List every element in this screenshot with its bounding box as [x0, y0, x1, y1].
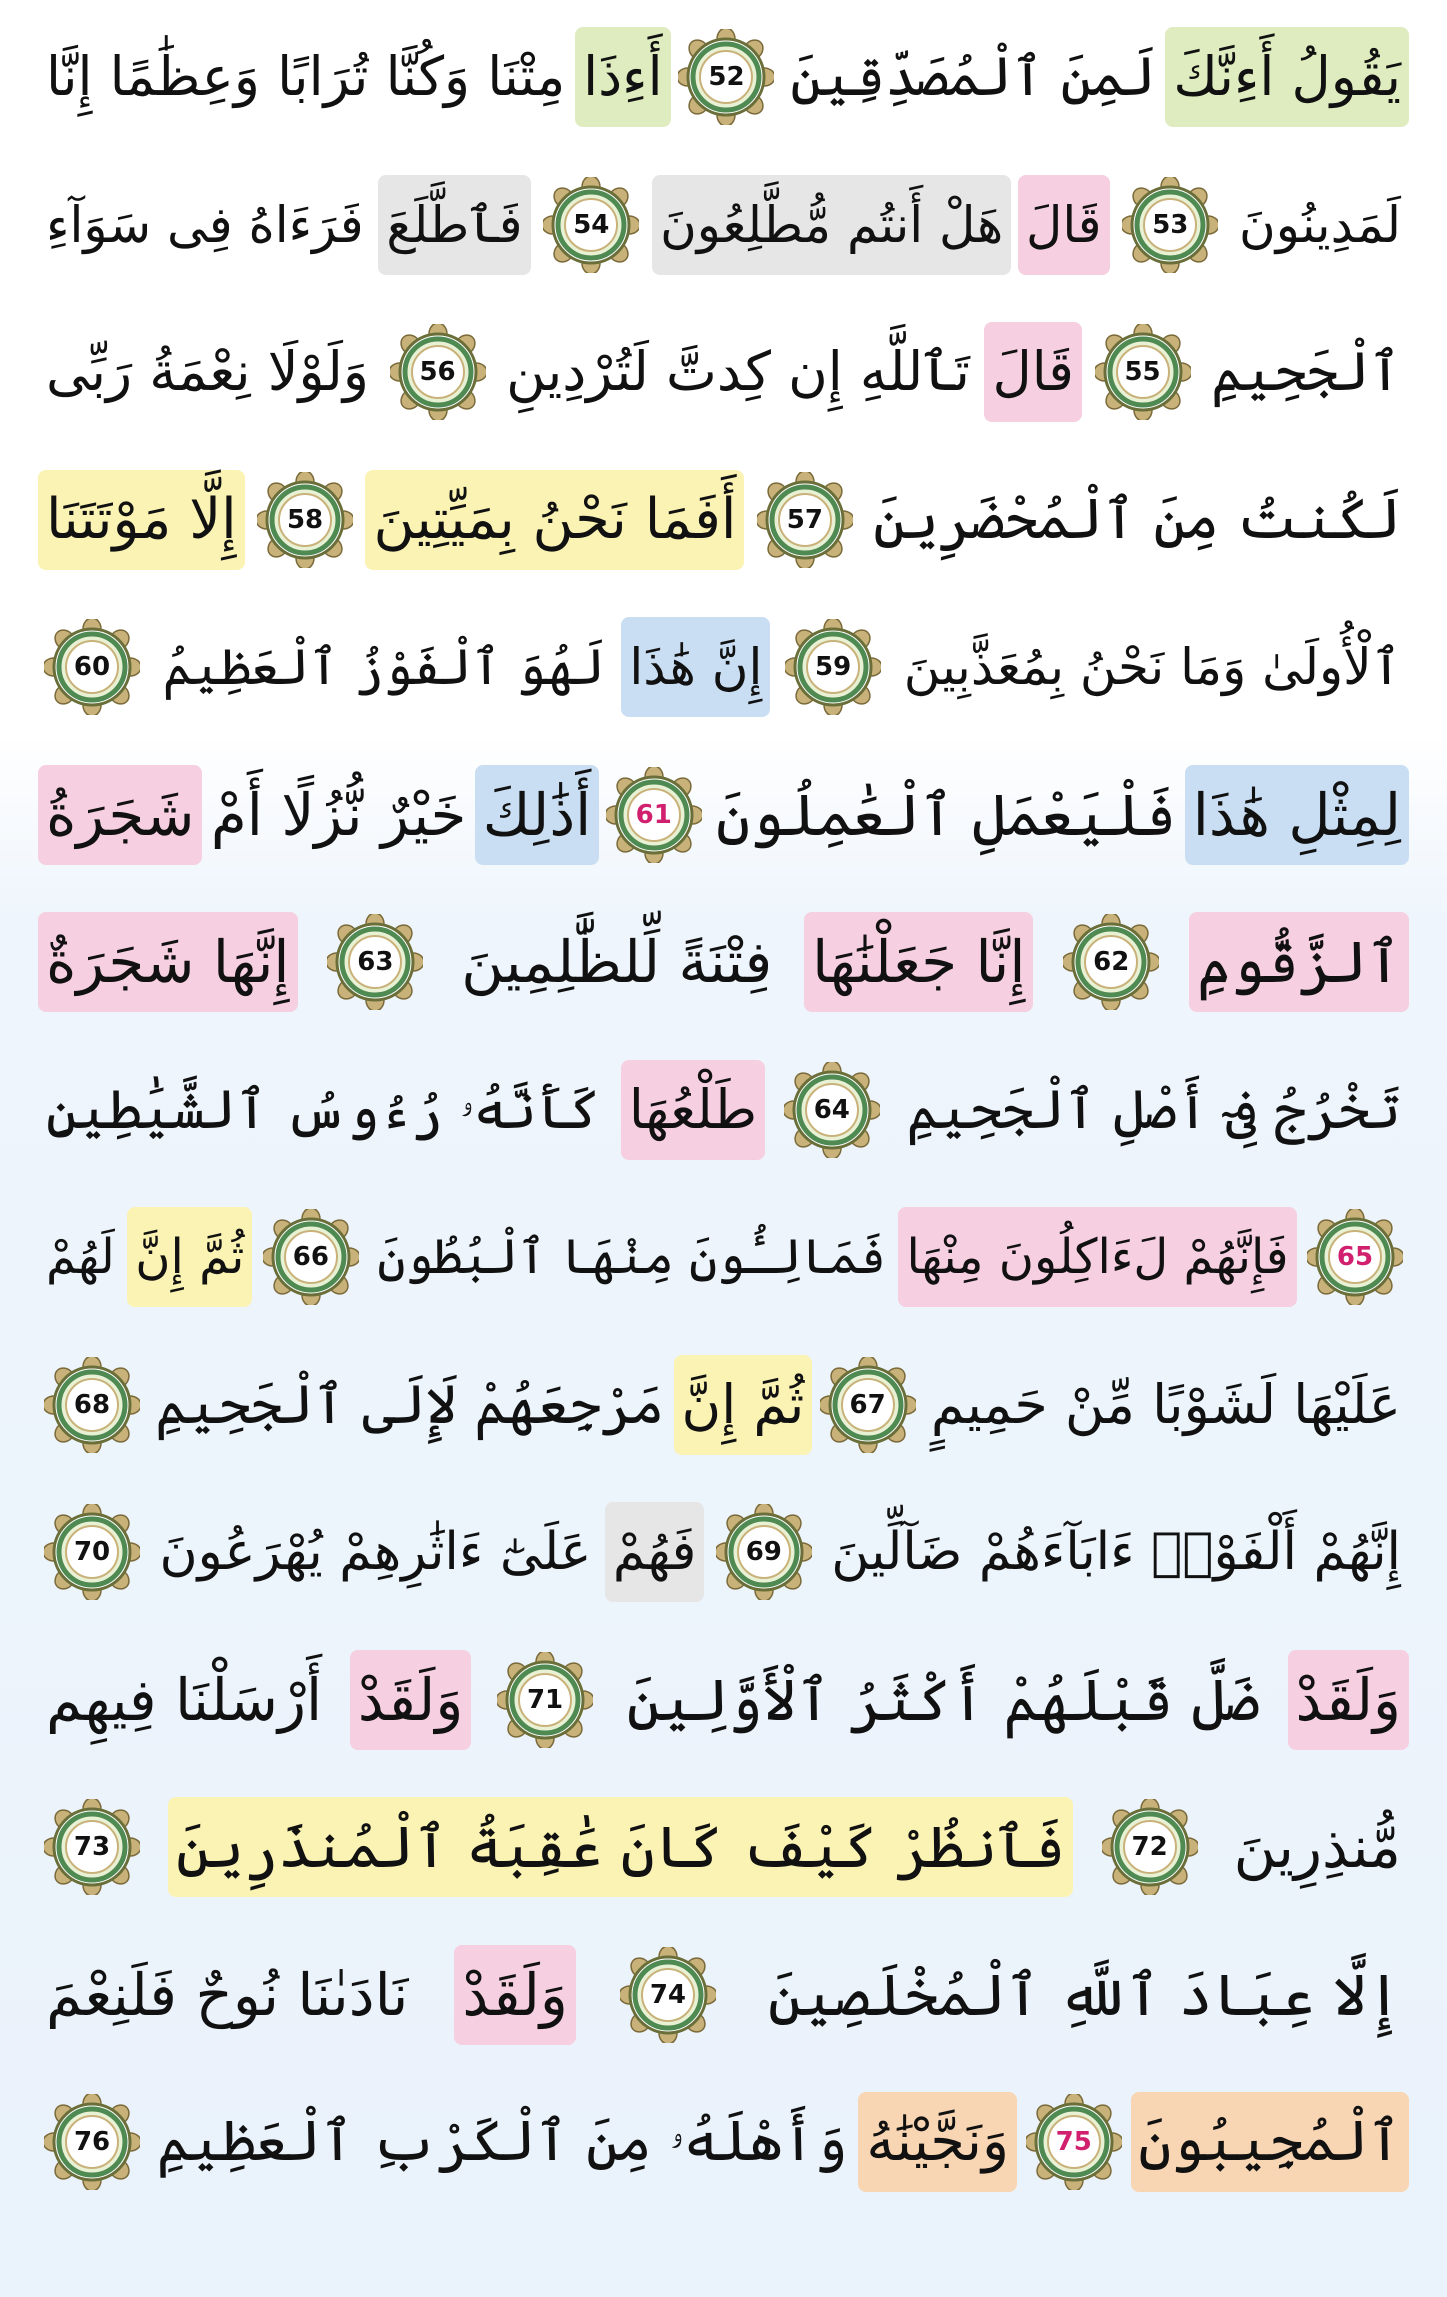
verse-text: إِنَّهُمْ أَلْفَوْا۟ ءَابَآءَهُمْ ضَآلِّينَ	[831, 1522, 1401, 1582]
verse-line	[38, 1346, 1409, 1464]
ayah-number-marker	[1307, 1209, 1403, 1305]
highlighted-phrase: ثُمَّ إِنَّ	[127, 1207, 252, 1307]
ayah-number: 68	[73, 1389, 111, 1420]
highlighted-phrase: قَالَ	[1018, 175, 1109, 275]
ayah-number-marker	[757, 472, 853, 568]
highlighted-phrase: أَءِذَا	[575, 27, 670, 127]
ayah-number-marker	[820, 1357, 916, 1453]
ayah-number: 65	[1336, 1242, 1374, 1272]
verse-text: مِتْنَا وَكُنَّا تُرَابًا وَعِظَٰمًا إِنَّا	[46, 45, 566, 108]
ayah-number: 53	[1152, 209, 1189, 240]
ayah-number-marker	[606, 767, 702, 863]
ayah-number-marker	[716, 1504, 812, 1600]
verse-text: ضَلَّ قَبْلَهُمْ أَكْثَرُ ٱلْأَوَّلِينَ	[626, 1665, 1260, 1734]
ayah-number-marker	[785, 619, 881, 715]
verse-text: كَأَنَّهُۥ رُءُوسُ ٱلشَّيَٰطِينِ	[46, 1077, 601, 1141]
verse-text: لَمِنَ ٱلْمُصَدِّقِينَ	[790, 45, 1156, 108]
highlighted-phrase: يَقُولُ أَءِنَّكَ	[1165, 27, 1409, 127]
verse-line	[38, 608, 1409, 726]
ayah-number: 59	[814, 652, 852, 682]
highlighted-phrase: فَهُمْ	[605, 1502, 704, 1602]
highlighted-phrase: طَلْعُهَا	[621, 1060, 765, 1160]
verse-line	[38, 756, 1409, 874]
verse-text: ٱلْأُولَىٰ وَمَا نَحْنُ بِمُعَذَّبِينَ	[903, 638, 1401, 696]
verse-text: لَهُوَ ٱلْفَوْزُ ٱلْعَظِيمُ	[162, 638, 605, 696]
verse-text: لَكُنتُ مِنَ ٱلْمُحْضَرِينَ	[873, 486, 1401, 552]
ayah-number-marker	[678, 29, 774, 125]
ayah-number: 58	[286, 504, 324, 535]
verse-text: فَمَالِـُٔونَ مِنْهَا ٱلْبُطُونَ	[377, 1229, 886, 1285]
ayah-number-marker	[1122, 177, 1218, 273]
ayah-number: 67	[849, 1389, 886, 1420]
verse-line	[38, 1641, 1409, 1759]
highlighted-phrase: إِنَّا جَعَلْنَٰهَا	[804, 912, 1033, 1012]
verse-text: إِلَّا عِبَادَ ٱللَّهِ ٱلْمُخْلَصِينَ	[767, 1960, 1401, 2029]
highlighted-phrase: وَلَقَدْ	[350, 1650, 471, 1750]
highlighted-phrase: فَٱنظُرْ كَيْفَ كَانَ عَٰقِبَةُ ٱلْمُنذَرِينَ	[168, 1797, 1073, 1897]
highlighted-phrase: إِلَّا مَوْتَتَنَا	[38, 470, 245, 570]
verse-text: أَرْسَلْنَا فِيهِم	[46, 1665, 323, 1734]
ayah-number: 61	[635, 799, 672, 830]
ayah-number-marker	[327, 914, 423, 1010]
highlighted-phrase: فَٱطَّلَعَ	[378, 175, 530, 275]
ayah-number-marker	[44, 619, 140, 715]
verse-text: فَلْيَعْمَلِ ٱلْعَٰمِلُونَ	[716, 780, 1177, 849]
ayah-number: 70	[73, 1537, 111, 1567]
highlighted-phrase: وَلَقَدْ	[1288, 1650, 1409, 1750]
ayah-number: 66	[292, 1242, 329, 1272]
ayah-number-marker	[497, 1652, 593, 1748]
ayah-number: 56	[419, 357, 456, 387]
ayah-number-marker	[1063, 914, 1159, 1010]
ayah-number: 57	[786, 504, 823, 535]
verse-line	[38, 313, 1409, 431]
ayah-number: 62	[1093, 947, 1130, 977]
verse-text: تَٱللَّهِ إِن كِدتَّ لَتُرْدِينِ	[506, 340, 970, 403]
verse-text: ٱلْجَحِيمِ	[1211, 340, 1401, 403]
highlighted-phrase: شَجَرَةُ	[38, 765, 202, 865]
highlighted-phrase: إِنَّهَا شَجَرَةٌ	[38, 912, 298, 1012]
verse-text: مَرْجِعَهُمْ لَإِلَى ٱلْجَحِيمِ	[155, 1372, 665, 1436]
verse-line	[38, 1936, 1409, 2054]
ayah-number: 75	[1055, 2127, 1092, 2157]
highlighted-phrase: وَنَجَّيْنَٰهُ	[858, 2092, 1017, 2192]
highlighted-phrase: قَالَ	[984, 322, 1082, 422]
ayah-number-marker	[1095, 324, 1191, 420]
verse-text: نَادَىٰنَا نُوحٌ فَلَنِعْمَ	[46, 1960, 409, 2029]
verse-line	[38, 1788, 1409, 1906]
verse-text: تَخْرُجُ فِىٓ أَصْلِ ٱلْجَحِيمِ	[906, 1077, 1401, 1141]
verse-text: لَهُمْ	[46, 1229, 115, 1285]
highlighted-phrase: فَإِنَّهُمْ لَءَاكِلُونَ مِنْهَا	[898, 1207, 1296, 1307]
ayah-number: 71	[526, 1684, 564, 1715]
highlighted-phrase: ٱلْمُجِيبُونَ	[1131, 2092, 1410, 2192]
highlighted-phrase: هَلْ أَنتُم مُّطَّلِعُونَ	[652, 175, 1011, 275]
ayah-number: 74	[649, 1979, 687, 2010]
verse-text: وَأَهْلَهُۥ مِنَ ٱلْكَرْبِ ٱلْعَظِيمِ	[156, 2109, 848, 2174]
ayah-number: 52	[708, 62, 745, 92]
ayah-number: 54	[573, 209, 610, 240]
highlighted-phrase: وَلَقَدْ	[454, 1945, 575, 2045]
ayah-number-marker	[1026, 2094, 1122, 2190]
ayah-number-marker	[44, 2094, 140, 2190]
verse-line	[38, 1493, 1409, 1611]
verse-line	[38, 166, 1409, 284]
ayah-number: 63	[357, 947, 394, 977]
verse-line	[38, 2083, 1409, 2201]
verse-line	[38, 18, 1409, 136]
highlighted-phrase: لِمِثْلِ هَٰذَا	[1185, 765, 1409, 865]
verse-text: فَرَءَاهُ فِى سَوَآءِ	[46, 195, 364, 254]
ayah-number-marker	[1102, 1799, 1198, 1895]
ayah-number: 64	[813, 1094, 850, 1125]
highlighted-phrase: ثُمَّ إِنَّ	[674, 1355, 813, 1455]
verse-text: لَمَدِينُونَ	[1239, 195, 1401, 254]
verse-text: فِتْنَةً لِّلظَّٰلِمِينَ	[461, 928, 773, 996]
ayah-number: 76	[73, 2127, 111, 2157]
verse-line	[38, 461, 1409, 579]
ayah-number: 73	[73, 1832, 111, 1862]
ayah-number: 55	[1124, 357, 1161, 387]
ayah-number: 60	[73, 652, 111, 682]
verse-line	[38, 903, 1409, 1021]
verse-text: خَيْرٌ نُّزُلًا أَمْ	[210, 780, 467, 849]
highlighted-phrase: إِنَّ هَٰذَا	[621, 617, 770, 717]
verse-text: وَلَوْلَا نِعْمَةُ رَبِّى	[46, 340, 369, 403]
ayah-number-marker	[44, 1504, 140, 1600]
verse-line	[38, 1051, 1409, 1169]
ayah-number-marker	[543, 177, 639, 273]
ayah-number-marker	[44, 1799, 140, 1895]
verse-text: عَلَىٰٓ ءَاثَٰرِهِمْ يُهْرَعُونَ	[159, 1522, 592, 1582]
ayah-number-marker	[257, 472, 353, 568]
ayah-number-marker	[620, 1947, 716, 2043]
ayah-number-marker	[263, 1209, 359, 1305]
ayah-number-marker	[784, 1062, 880, 1158]
verse-text: عَلَيْهَا لَشَوْبًا مِّنْ حَمِيمٍ	[930, 1372, 1401, 1436]
highlighted-phrase: أَفَمَا نَحْنُ بِمَيِّتِينَ	[365, 470, 744, 570]
ayah-number: 72	[1131, 1832, 1168, 1862]
verse-line	[38, 1198, 1409, 1316]
highlighted-phrase: ٱلزَّقُّومِ	[1189, 912, 1409, 1012]
ayah-number: 69	[745, 1537, 782, 1567]
ayah-number-marker	[390, 324, 486, 420]
ayah-number-marker	[44, 1357, 140, 1453]
highlighted-phrase: أَذَٰلِكَ	[475, 765, 600, 865]
verse-text: مُّنذِرِينَ	[1233, 1813, 1401, 1881]
